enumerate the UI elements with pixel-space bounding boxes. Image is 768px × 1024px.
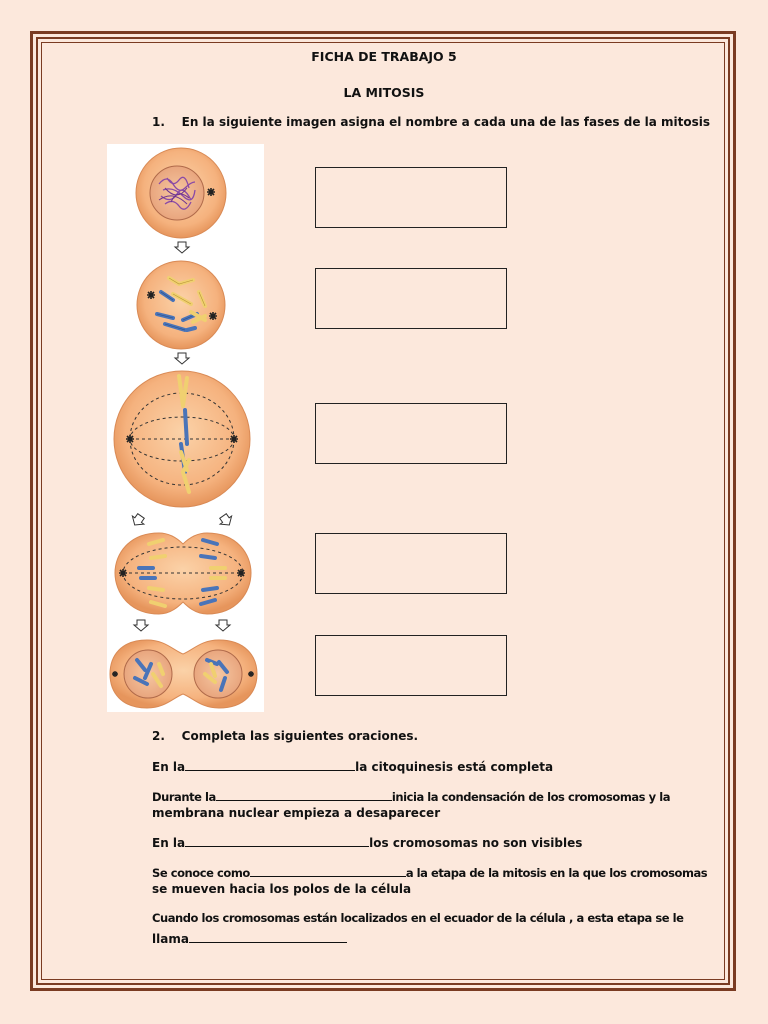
sentence-1-start: En la bbox=[152, 760, 186, 774]
arrow-diagonal-icon bbox=[217, 512, 235, 529]
centrosome-icon bbox=[147, 291, 155, 299]
sentence-5-blank[interactable] bbox=[189, 930, 347, 943]
interphase-cell bbox=[136, 148, 226, 238]
question-2 bbox=[152, 729, 418, 743]
worksheet-subtitle: LA MITOSIS bbox=[343, 85, 425, 100]
phase-answer-box-3[interactable] bbox=[315, 403, 507, 464]
centrosome-icon bbox=[230, 435, 238, 443]
sentence-2-line-2: membrana nuclear empieza a desaparecer bbox=[152, 806, 441, 820]
centrosome-icon bbox=[207, 188, 215, 196]
sentence-2-start: Durante la bbox=[152, 790, 216, 804]
mitosis-phases-illustration bbox=[107, 144, 264, 712]
sentence-4-line-2: se mueven hacia los polos de la célula bbox=[152, 882, 412, 896]
worksheet-title: FICHA DE TRABAJO 5 bbox=[311, 49, 457, 64]
sentence-1 bbox=[152, 758, 553, 774]
phase-answer-box-1[interactable] bbox=[315, 167, 507, 228]
question-2-text: Completa las siguientes oraciones. bbox=[181, 729, 419, 743]
anaphase-cell bbox=[115, 533, 251, 614]
arrow-down-icon bbox=[134, 620, 148, 631]
centrosome-icon bbox=[119, 569, 127, 577]
arrow-down-icon bbox=[216, 620, 230, 631]
phase-answer-box-5[interactable] bbox=[315, 635, 507, 696]
telophase-cell bbox=[110, 640, 257, 708]
sentence-1-end: la citoquinesis está completa bbox=[355, 760, 554, 774]
sentence-3-end: los cromosomas no son visibles bbox=[369, 836, 583, 850]
sentence-4-start: Se conoce como bbox=[152, 866, 250, 880]
question-1-number: 1. bbox=[152, 115, 165, 129]
arrow-down-icon bbox=[175, 242, 189, 253]
phase-answer-box-2[interactable] bbox=[315, 268, 507, 329]
sentence-3-start: En la bbox=[152, 836, 186, 850]
arrow-down-icon bbox=[175, 353, 189, 364]
sentence-5: Cuando los cromosomas están localizados en el ecuador de la célula , a esta etapa se le bbox=[152, 911, 684, 925]
mitosis-diagram bbox=[107, 144, 264, 712]
sentence-2-blank[interactable] bbox=[216, 788, 392, 801]
sentence-5-line-2 bbox=[152, 930, 347, 946]
sentence-4 bbox=[152, 864, 707, 880]
sentence-4-end: a la etapa de la mitosis en la que los cromosomas bbox=[405, 866, 708, 880]
arrow-diagonal-icon bbox=[129, 512, 147, 529]
sentence-4-blank[interactable] bbox=[250, 864, 406, 877]
question-2-number: 2. bbox=[152, 729, 165, 743]
sentence-1-blank[interactable] bbox=[185, 758, 355, 771]
centrosome-icon bbox=[237, 569, 245, 577]
phase-answer-box-4[interactable] bbox=[315, 533, 507, 594]
centrosome-icon bbox=[126, 435, 134, 443]
question-1 bbox=[152, 115, 710, 129]
sentence-5-start: llama bbox=[152, 932, 189, 946]
prophase-cell bbox=[137, 261, 225, 349]
sentence-2-end: inicia la condensación de los cromosomas y la bbox=[391, 790, 671, 804]
centrosome-icon bbox=[209, 312, 217, 320]
sentence-3-blank[interactable] bbox=[185, 834, 369, 847]
question-1-text: En la siguiente imagen asigna el nombre a cada una de las fases de la mitosis bbox=[181, 115, 711, 129]
sentence-2 bbox=[152, 788, 670, 804]
sentence-3 bbox=[152, 834, 582, 850]
metaphase-cell bbox=[114, 371, 250, 507]
